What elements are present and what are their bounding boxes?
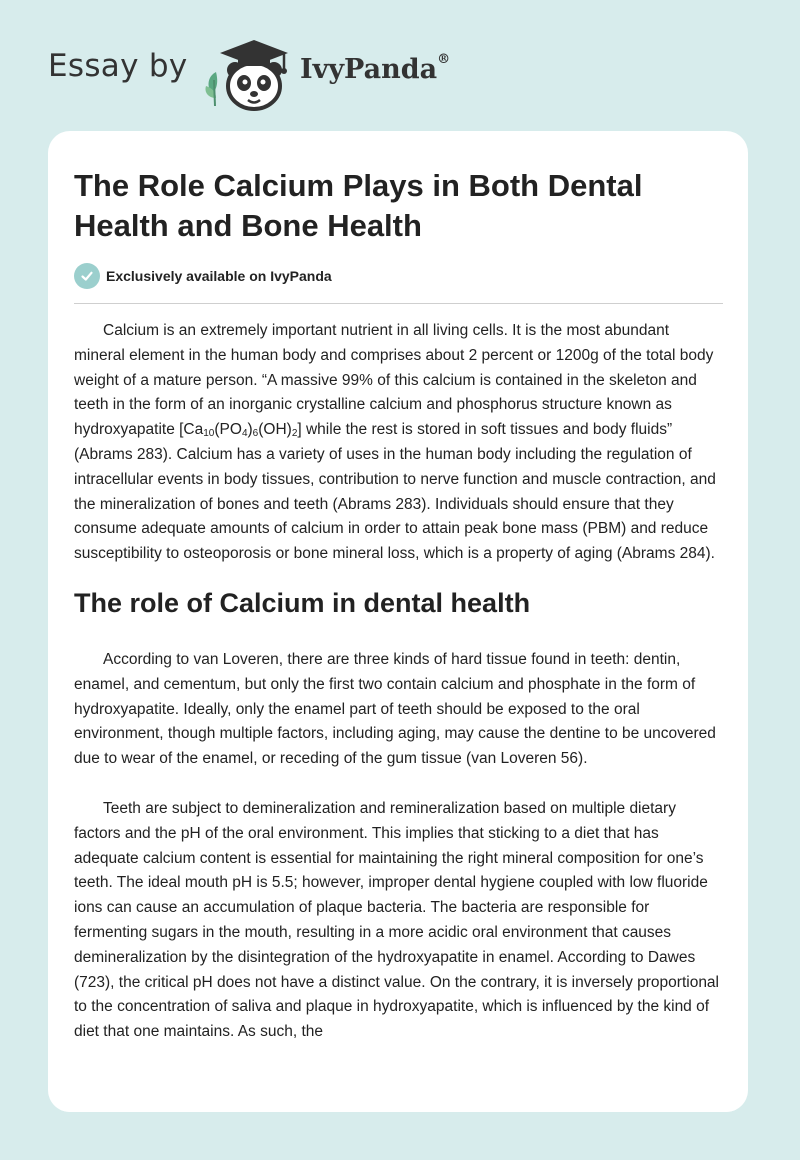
exclusive-badge bbox=[74, 262, 332, 290]
site-header bbox=[0, 0, 800, 130]
registered-mark: ® bbox=[437, 52, 451, 67]
essay-by-label: Essay by bbox=[48, 48, 188, 84]
essay-body bbox=[74, 319, 724, 1045]
leaf-icon bbox=[205, 72, 217, 106]
divider bbox=[74, 303, 723, 304]
exclusive-badge-text: Exclusively available on IvyPanda bbox=[106, 268, 332, 284]
page-title: The Role Calcium Plays in Both Dental Health and Bone Health bbox=[74, 168, 643, 243]
body-paragraph: According to van Loveren, there are three kinds of hard tissue found in teeth: dentin, enamel, and cementum, but only the first two contain calcium and phosphate in the form of hydroxyapatite. Ideally, only the enamel part of teeth should be exposed to the oral environment, though multiple factors, including aging, may cause the dentine to be uncovered due to wear of the enamel, or receding of the gum tissue (van Loveren 56). bbox=[74, 650, 716, 768]
panda-graduate-icon[interactable] bbox=[202, 36, 294, 112]
check-circle-icon bbox=[74, 263, 100, 289]
essay-card bbox=[48, 131, 748, 1112]
intro-paragraph: Calcium is an extremely important nutrient in all living cells. It is the most abundant mineral element in the human body and comprises about 2 percent or 1200g of the total body weight of a mature person. “A massive 99% of this calcium is contained in the skeleton and teeth in the form of an inorganic crystalline calcium and phosphorus structure known as hydroxyapatite $[Ca_{10}(PO_4)_6(OH)_2]$ while the rest is stored in soft tissues and body fluids” (Abrams 283). Calcium has a variety of uses in the human body including the regulation of intracellular events in body tissues, contribution to nerve function and muscle contraction, and the mineralization of bones and teeth (Abrams 283). Individuals should ensure that they consume adequate amounts of calcium in order to attain peak bone mass (PBM) and reduce susceptibility to osteoporosis or bone mineral loss, which is a property of aging (Abrams 284). bbox=[74, 322, 716, 563]
panda-face bbox=[227, 62, 282, 109]
fade-overlay bbox=[48, 1082, 748, 1112]
brand-name[interactable] bbox=[300, 54, 450, 85]
body-paragraph: Teeth are subject to demineralization and remineralization based on multiple dietary factors and the pH of the oral environment. This implies that sticking to a diet that has adequate calcium content is essential for maintaining the right mineral composition for one’s teeth. The ideal mouth pH is 5.5; however, improper dental hygiene coupled with low fluoride ions can cause an accumulation of plaque bacteria. The bacteria are responsible for fermenting sugars in the mouth, resulting in a more acidic oral environment that causes demineralization by the disintegration of the hydroxyapatite in enamel. According to Dawes (723), the critical pH does not have a distinct value. On the contrary, it is inversely proportional to the concentration of saliva and plaque in hydroxyapatite, which is influenced by the kind of diet that one maintains. As such, the bbox=[74, 799, 719, 1041]
section-heading: The role of Calcium in dental health bbox=[74, 587, 531, 618]
brand-text: IvyPanda bbox=[300, 54, 438, 85]
